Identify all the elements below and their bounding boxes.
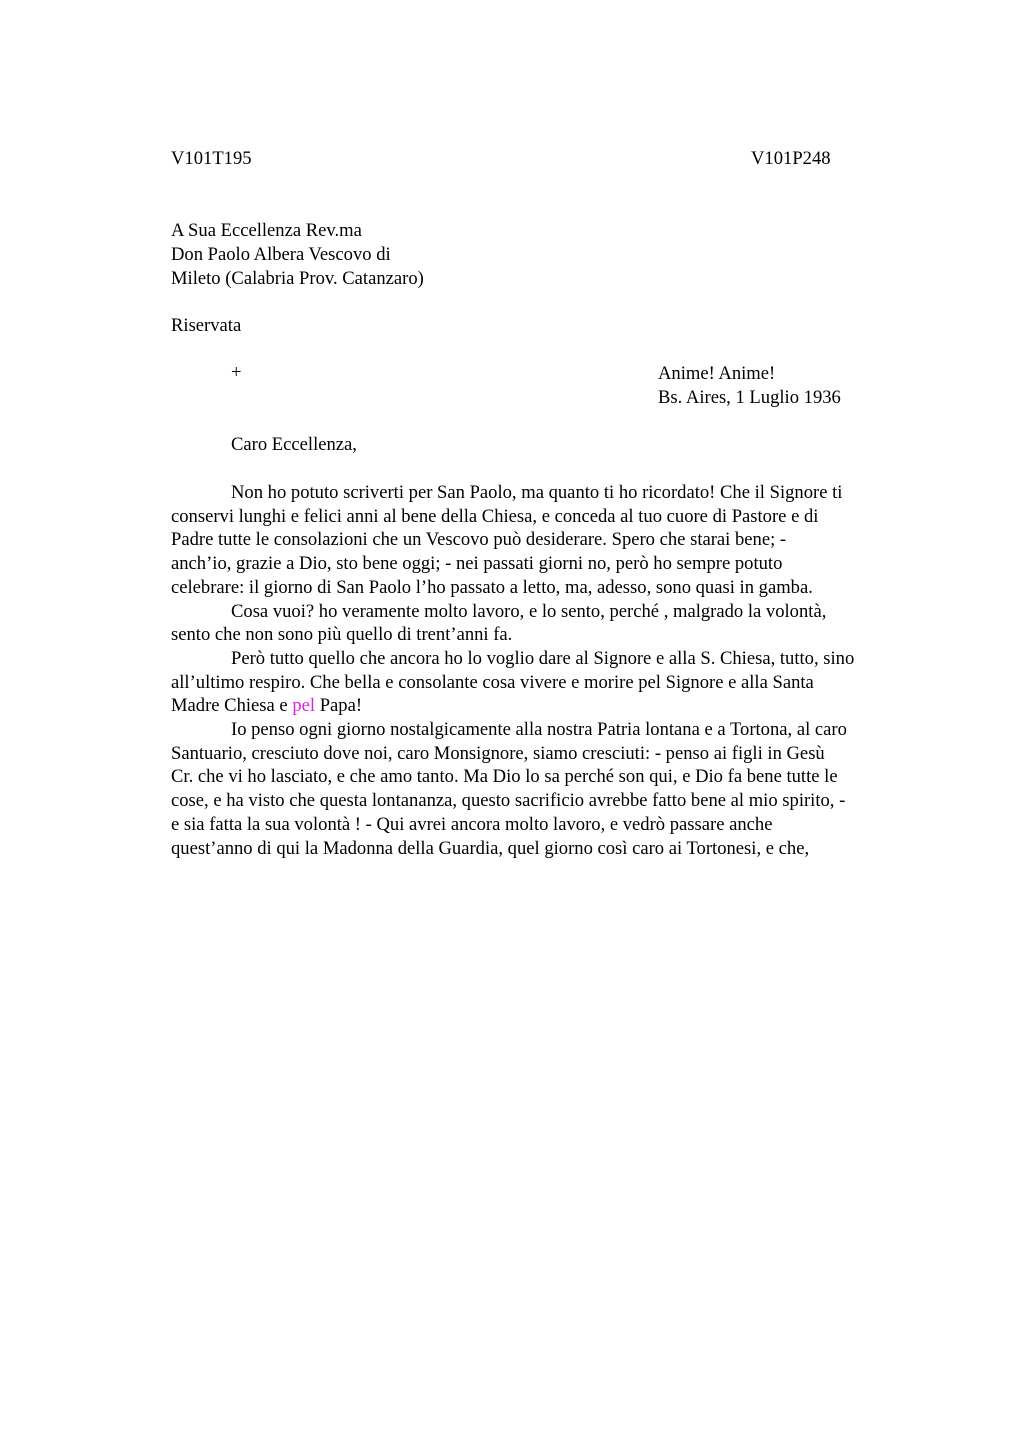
place-date-line: Bs. Aires, 1 Luglio 1936: [658, 387, 841, 408]
body-line: all’ultimo respiro. Che bella e consolante cosa vivere e morire pel Signore e alla Santa: [171, 671, 814, 693]
body-line: cose, e ha visto che questa lontananza, questo sacrificio avrebbe fatto bene al mio spirito, -: [171, 790, 846, 812]
recipient-address: [171, 219, 424, 291]
salutation: Caro Eccellenza,: [231, 434, 357, 455]
body-text-fragment: Madre Chiesa e: [171, 695, 293, 717]
body-text-fragment: Papa!: [315, 695, 363, 717]
motto-line: Anime! Anime!: [658, 363, 776, 384]
address-line: Don Paolo Albera Vescovo di: [171, 244, 391, 265]
letter-body: [171, 481, 931, 860]
body-line: Però tutto quello che ancora ho lo voglio dare al Signore e alla S. Chiesa, tutto, sino: [231, 647, 855, 669]
document-code-left: V101T195: [171, 148, 252, 169]
cross-mark: +: [231, 362, 242, 383]
address-line: A Sua Eccellenza Rev.ma: [171, 220, 362, 241]
body-line: sento che non sono più quello di trent’anni fa.: [171, 624, 513, 646]
body-line: Io penso ogni giorno nostalgicamente alla nostra Patria lontana e a Tortona, al caro: [231, 719, 847, 741]
confidential-note: Riservata: [171, 315, 242, 336]
body-line: Santuario, cresciuto dove noi, caro Monsignore, siamo cresciuti: - penso ai figli in Gesù: [171, 742, 825, 764]
address-line: Mileto (Calabria Prov. Catanzaro): [171, 268, 424, 289]
body-line: Cr. che vi ho lasciato, e che amo tanto. Ma Dio lo sa perché son qui, e Dio fa bene tutte le: [171, 766, 838, 788]
body-line: quest’anno di qui la Madonna della Guardia, quel giorno così caro ai Tortonesi, e che,: [171, 837, 810, 859]
body-line: Non ho potuto scriverti per San Paolo, ma quanto ti ho ricordato! Che il Signore ti: [231, 482, 843, 503]
document-code-right: V101P248: [751, 148, 831, 169]
body-line-with-highlight: [171, 694, 931, 718]
body-line: celebrare: il giorno di San Paolo l’ho passato a letto, ma, adesso, sono quasi in gamba.: [171, 576, 813, 598]
body-line: Padre tutte le consolazioni che un Vescovo può desiderare. Spero che starai bene; -: [171, 529, 787, 551]
body-line: conservi lunghi e felici anni al bene della Chiesa, e conceda al tuo cuore di Pastore e di: [171, 505, 819, 527]
body-line: e sia fatta la sua volontà ! - Qui avrei ancora molto lavoro, e vedrò passare anche: [171, 813, 773, 835]
motto-and-date: [658, 362, 841, 410]
body-line: anch’io, grazie a Dio, sto bene oggi; - nei passati giorni no, però ho sempre potuto: [171, 553, 783, 575]
highlighted-word: pel: [292, 695, 316, 717]
body-line: Cosa vuoi? ho veramente molto lavoro, e lo sento, perché , malgrado la volontà,: [231, 600, 827, 622]
